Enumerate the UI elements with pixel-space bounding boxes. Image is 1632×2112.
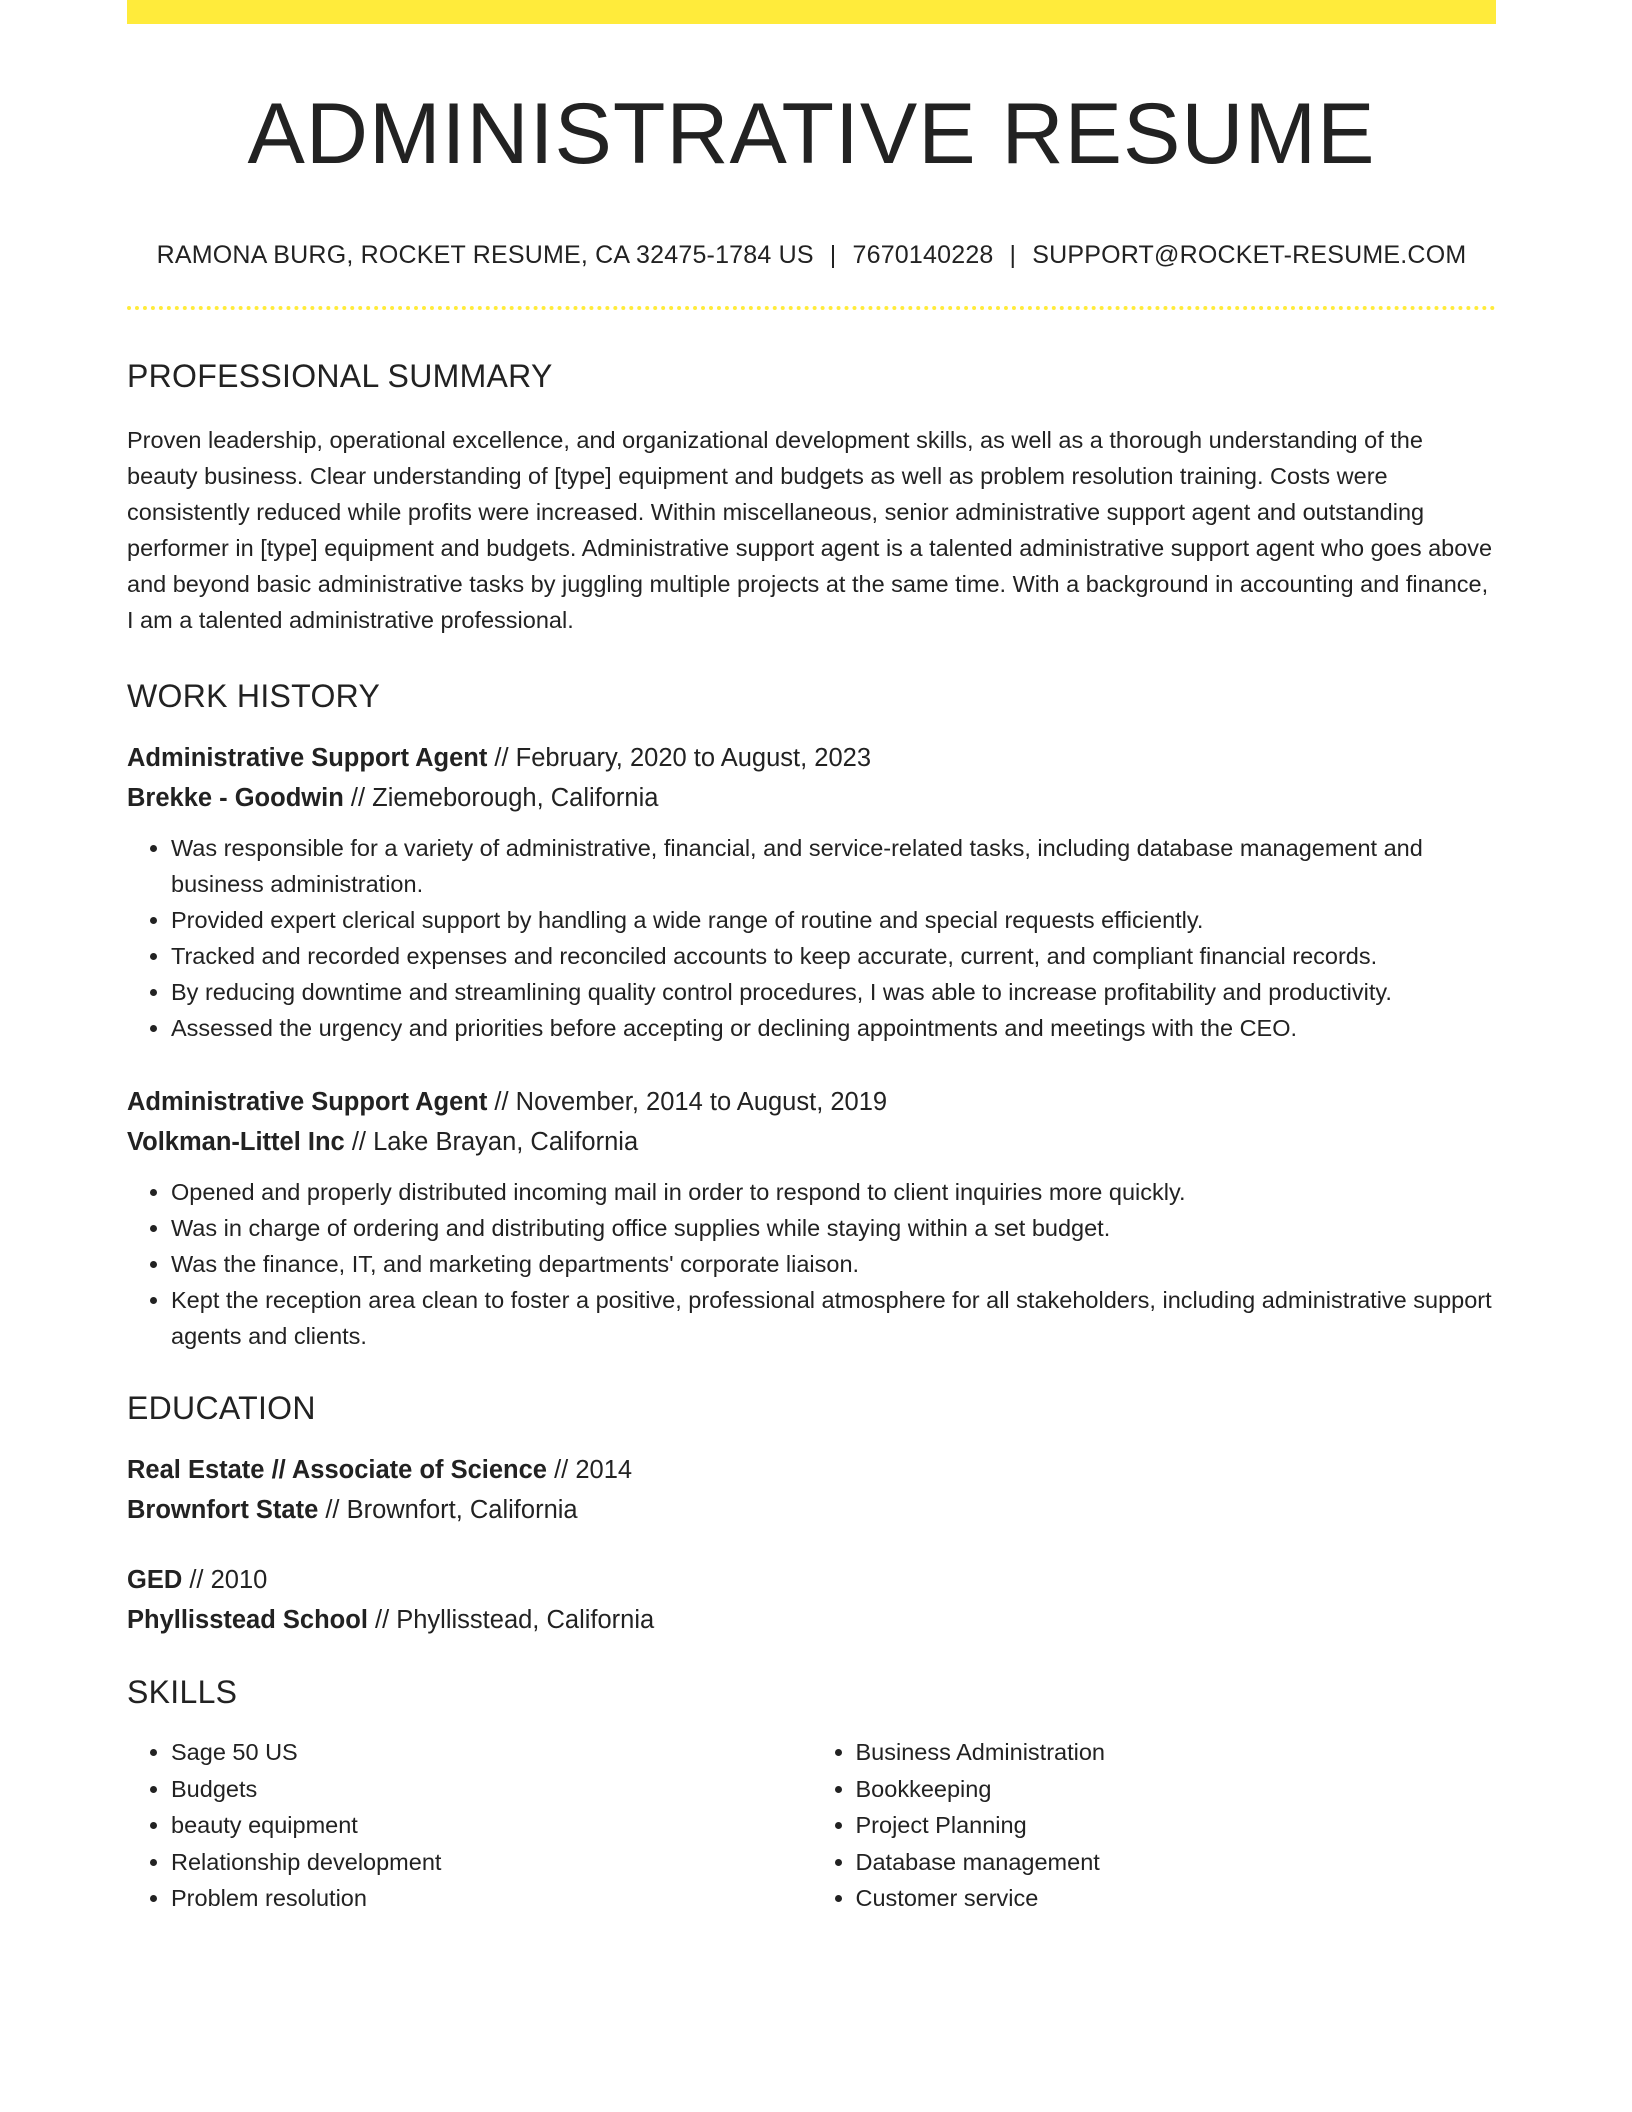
contact-line <box>127 239 1496 271</box>
skill-item: • Budgets <box>171 1771 812 1808</box>
education-heading: EDUCATION <box>127 1390 316 1426</box>
job-company-line <box>127 778 1496 818</box>
education-degree-line <box>127 1560 1496 1600</box>
job-bullets <box>127 1174 1496 1354</box>
job-dates: // November, 2014 to August, 2019 <box>487 1088 888 1116</box>
job-entry <box>127 1082 1496 1354</box>
skill-item: • Project Planning <box>856 1807 1497 1844</box>
education-section <box>127 1388 1496 1640</box>
education-entry <box>127 1450 1496 1530</box>
skill-item: • Database management <box>856 1844 1497 1881</box>
job-bullets <box>127 830 1496 1046</box>
job-bullet: • Was responsible for a variety of administrative, financial, and service-related tasks, including database management and business administration. <box>171 830 1496 902</box>
contact-email: SUPPORT@ROCKET-RESUME.COM <box>1032 241 1467 269</box>
skills-heading: SKILLS <box>127 1674 238 1710</box>
summary-text: Proven leadership, operational excellence, and organizational development skills, as well as a thorough understanding of the beauty business. Clear understanding of [type] equipment and budgets as well as problem resolution training. Costs were consistently reduced while profits were increased. Within miscellaneous, senior administrative support agent and outstanding performer in [type] equipment and budgets. Administrative support agent is a talented administrative support agent who goes above and beyond basic administrative tasks by juggling multiple projects at the same time. With a background in accounting and finance, I am a talented administrative professional. <box>127 427 1493 633</box>
job-dates: // February, 2020 to August, 2023 <box>487 744 872 772</box>
skill-item: • Relationship development <box>171 1844 812 1881</box>
job-location: // Lake Brayan, California <box>344 1128 639 1156</box>
job-location: // Ziemeborough, California <box>343 784 659 812</box>
education-school: Phyllisstead School <box>127 1606 368 1634</box>
job-title: Administrative Support Agent <box>127 744 488 772</box>
job-role-line <box>127 738 1496 778</box>
job-bullet: • Tracked and recorded expenses and reconciled accounts to keep accurate, current, and compliant financial records. <box>171 938 1496 974</box>
job-entry <box>127 738 1496 1046</box>
education-entry <box>127 1560 1496 1640</box>
resume-page <box>127 0 1496 1917</box>
education-degree: Real Estate // Associate of Science <box>127 1456 547 1484</box>
education-school: Brownfort State <box>127 1496 319 1524</box>
job-company-line <box>127 1122 1496 1162</box>
education-degree-line <box>127 1450 1496 1490</box>
contact-separator: | <box>1009 241 1017 269</box>
education-school-line <box>127 1600 1496 1640</box>
skill-item: • beauty equipment <box>171 1807 812 1844</box>
accent-top-bar <box>127 0 1496 24</box>
skill-item: • Problem resolution <box>171 1880 812 1917</box>
skill-item: • Customer service <box>856 1880 1497 1917</box>
skill-item: • Business Administration <box>856 1734 1497 1771</box>
education-location: // Phyllisstead, California <box>367 1606 655 1634</box>
contact-separator: | <box>829 241 837 269</box>
education-school-line <box>127 1490 1496 1530</box>
work-heading: WORK HISTORY <box>127 678 381 714</box>
job-bullet: • Provided expert clerical support by handling a wide range of routine and special requests efficiently. <box>171 902 1496 938</box>
work-section <box>127 676 1496 1354</box>
job-bullet: • Was the finance, IT, and marketing departments' corporate liaison. <box>171 1246 1496 1282</box>
job-bullet: • Kept the reception area clean to foster a positive, professional atmosphere for all stakeholders, including administrative support agents and clients. <box>171 1282 1496 1354</box>
job-title: Administrative Support Agent <box>127 1088 488 1116</box>
contact-phone: 7670140228 <box>852 241 994 269</box>
job-bullet: • By reducing downtime and streamlining quality control procedures, I was able to increase profitability and productivity. <box>171 974 1496 1010</box>
skills-grid <box>127 1734 1496 1917</box>
skills-column-left <box>127 1734 812 1917</box>
skills-section <box>127 1672 1496 1917</box>
summary-section <box>127 356 1496 638</box>
education-year: // 2010 <box>182 1566 268 1594</box>
job-company: Brekke - Goodwin <box>127 784 344 812</box>
job-bullet: • Was in charge of ordering and distributing office supplies while staying within a set budget. <box>171 1210 1496 1246</box>
skill-item: • Sage 50 US <box>171 1734 812 1771</box>
contact-address: RAMONA BURG, ROCKET RESUME, CA 32475-1784 US <box>156 241 814 269</box>
education-degree: GED <box>127 1566 183 1594</box>
job-bullet: • Assessed the urgency and priorities before accepting or declining appointments and meetings with the CEO. <box>171 1010 1496 1046</box>
job-company: Volkman-Littel Inc <box>127 1128 345 1156</box>
job-bullet: • Opened and properly distributed incoming mail in order to respond to client inquiries more quickly. <box>171 1174 1496 1210</box>
dotted-divider <box>127 306 1496 310</box>
skills-column-right <box>812 1734 1497 1917</box>
education-location: // Brownfort, California <box>318 1496 578 1524</box>
summary-heading: PROFESSIONAL SUMMARY <box>127 358 553 394</box>
education-year: // 2014 <box>547 1456 633 1484</box>
skill-item: • Bookkeeping <box>856 1771 1497 1808</box>
job-role-line <box>127 1082 1496 1122</box>
resume-title: ADMINISTRATIVE RESUME <box>247 86 1376 182</box>
